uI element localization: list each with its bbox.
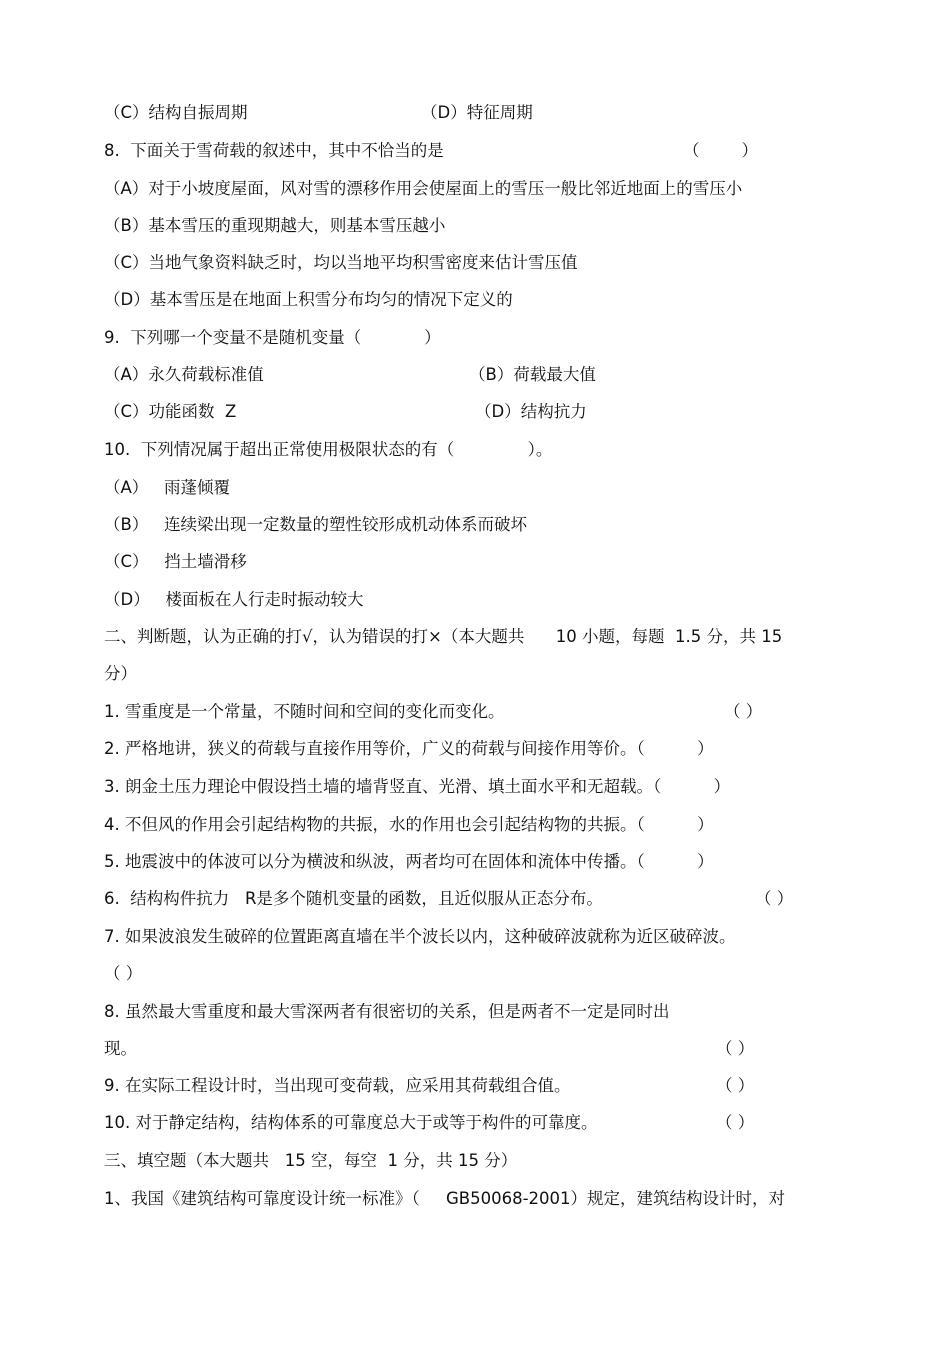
q9-option-b: （B）荷载最大值 [469, 365, 596, 384]
q10-option-c: （C） 挡土墙滑移 [104, 552, 247, 571]
section3-heading: 三、填空题（本大题共 15 空，每空 1 分，共 15 分） [104, 1151, 518, 1170]
judge-item-8-cont: 现。 [104, 1039, 137, 1058]
judge-item-6: 6. 结构构件抗力 R是多个随机变量的函数，且近似服从正态分布。 [104, 889, 603, 908]
q10-option-a: （A） 雨蓬倾覆 [104, 478, 231, 497]
judge-item-2: 2. 严格地讲，狭义的荷载与直接作用等价，广义的荷载与间接作用等价。（ ） [104, 739, 714, 758]
section2-heading: 二、判断题，认为正确的打√，认为错误的打×（本大题共 10 小题，每题 1.5 分，共 15 [104, 627, 783, 646]
q10-option-d: （D） 楼面板在人行走时振动较大 [104, 590, 364, 609]
q8-option-c: （C）当地气象资料缺乏时，均以当地平均积雪密度来估计雪压值 [104, 253, 578, 272]
judge-item-5: 5. 地震波中的体波可以分为横波和纵波，两者均可在固体和流体中传播。（ ） [104, 852, 714, 871]
q9-option-c: （C）功能函数 Z [104, 402, 237, 421]
judge-item-7-paren: （ ） [104, 964, 143, 983]
fill-q1: 1、我国《建筑结构可靠度设计统一标准》（ GB50068-2001）规定，建筑结构设计时，对 [104, 1189, 786, 1208]
judge-item-1-paren: （ ） [724, 702, 763, 721]
q8-stem: 8. 下面关于雪荷载的叙述中，其中不恰当的是 [104, 141, 444, 160]
section2-heading-cont: 分） [104, 664, 137, 683]
judge-item-9-paren: （ ） [716, 1076, 755, 1095]
q7-option-c: （C）结构自振周期 [104, 103, 248, 122]
q9-option-d: （D）结构抗力 [475, 402, 587, 421]
judge-item-3: 3. 朗金土压力理论中假设挡土墙的墙背竖直、光滑、填土面水平和无超载。（ ） [104, 777, 731, 796]
q10-stem: 10. 下列情况属于超出正常使用极限状态的有（ ）。 [104, 440, 553, 459]
judge-item-7: 7. 如果波浪发生破碎的位置距离直墙在半个波长以内，这种破碎波就称为近区破碎波。 [104, 927, 736, 946]
judge-item-1: 1. 雪重度是一个常量，不随时间和空间的变化而变化。 [104, 702, 505, 721]
q9-option-a: （A）永久荷载标准值 [104, 365, 264, 384]
judge-item-4: 4. 不但风的作用会引起结构物的共振，水的作用也会引起结构物的共振。（ ） [104, 815, 714, 834]
judge-item-8: 8. 虽然最大雪重度和最大雪深两者有很密切的关系，但是两者不一定是同时出 [104, 1002, 670, 1021]
q7-option-d: （D）特征周期 [421, 103, 533, 122]
judge-item-9: 9. 在实际工程设计时，当出现可变荷载，应采用其荷载组合值。 [104, 1076, 571, 1095]
judge-item-10: 10. 对于静定结构，结构体系的可靠度总大于或等于构件的可靠度。 [104, 1113, 598, 1132]
q8-option-b: （B）基本雪压的重现期越大，则基本雪压越小 [104, 216, 446, 235]
q8-option-a: （A）对于小坡度屋面，风对雪的漂移作用会使屋面上的雪压一般比邻近地面上的雪压小 [104, 179, 743, 198]
judge-item-8-paren: （ ） [716, 1039, 755, 1058]
q9-stem: 9. 下列哪一个变量不是随机变量（ ） [104, 328, 441, 347]
judge-item-6-paren: （ ） [755, 889, 794, 908]
q8-option-d: （D）基本雪压是在地面上积雪分布均匀的情况下定义的 [104, 290, 513, 309]
judge-item-10-paren: （ ） [716, 1113, 755, 1132]
q10-option-b: （B） 连续梁出现一定数量的塑性铰形成机动体系而破坏 [104, 515, 528, 534]
q8-answer-paren: （ ） [683, 141, 758, 160]
